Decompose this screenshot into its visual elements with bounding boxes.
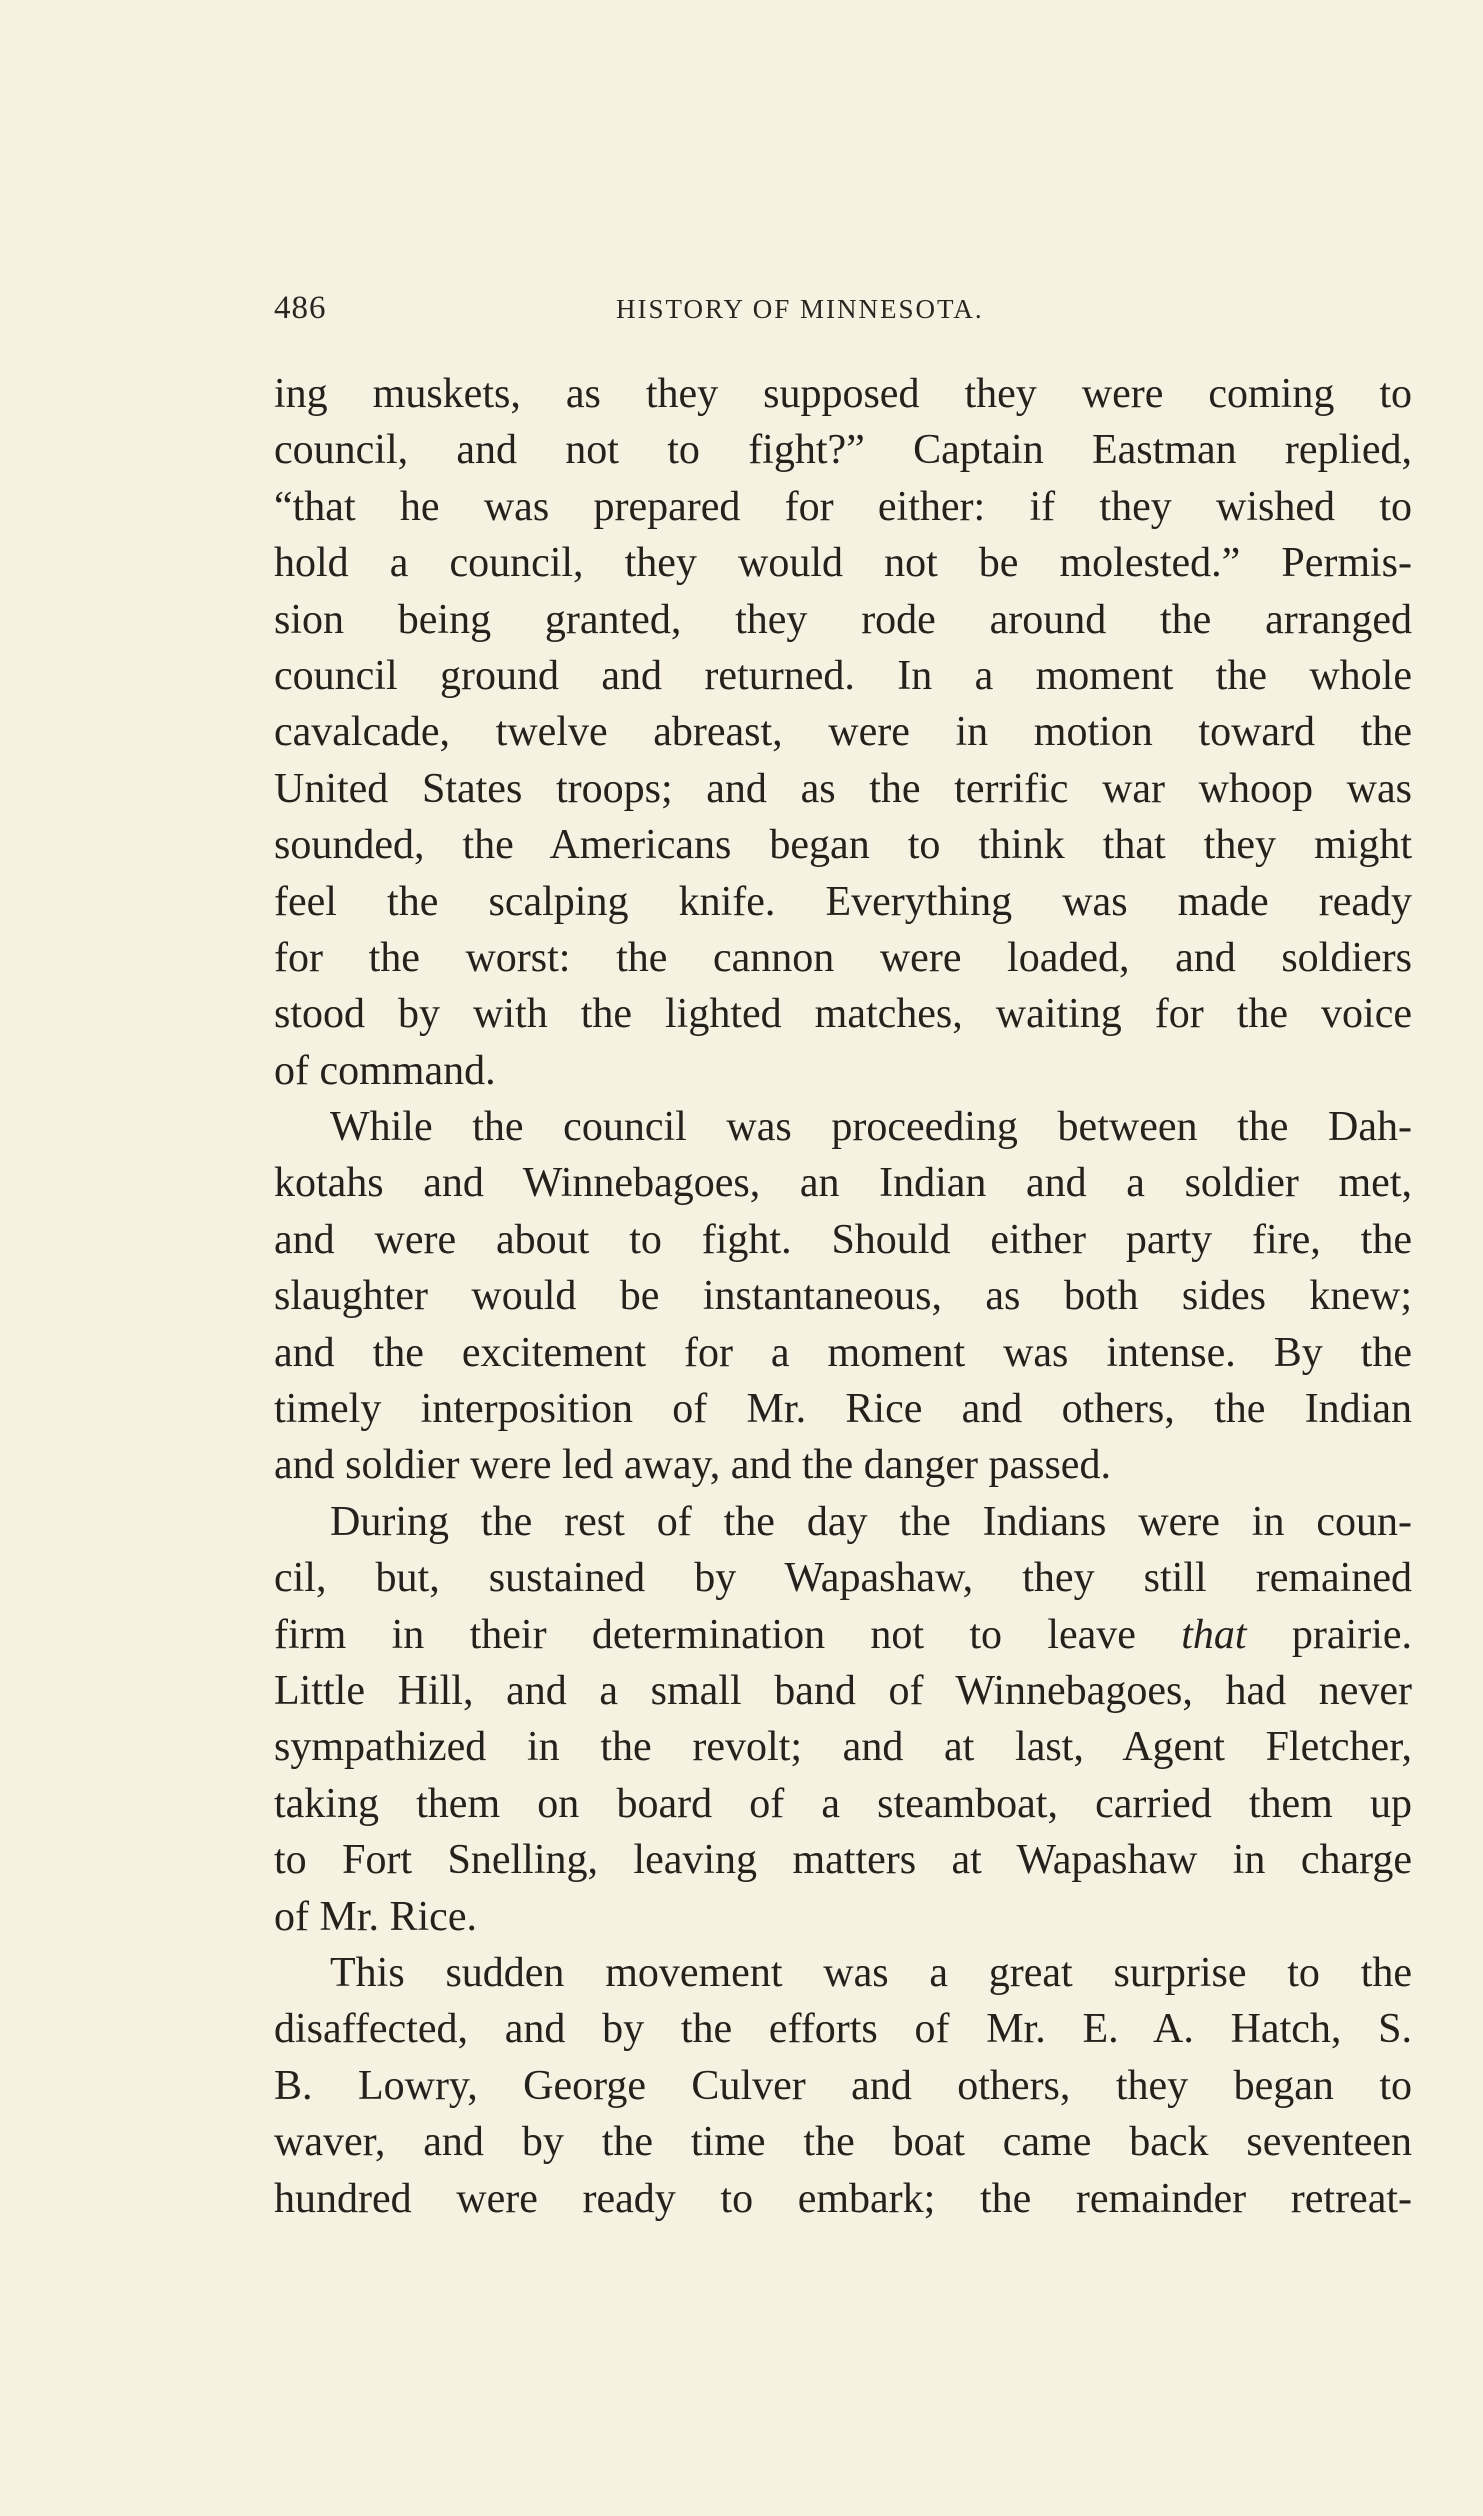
text-line: cavalcade, twelve abreast, were in motion toward the	[274, 709, 1412, 756]
text-line: taking them on board of a steamboat, carried them up	[274, 1780, 1412, 1827]
text-line: disaffected, and by the efforts of Mr. E. A. Hatch, S.	[274, 2006, 1412, 2053]
text-line: During the rest of the day the Indians were in coun-	[330, 1498, 1412, 1545]
text-line: cil, but, sustained by Wapashaw, they still remained	[274, 1555, 1412, 1602]
text-line: council, and not to fight?” Captain Eastman replied,	[274, 427, 1412, 474]
text-line: B. Lowry, George Culver and others, they began to	[274, 2062, 1412, 2109]
text-line: slaughter would be instantaneous, as both sides knew;	[274, 1273, 1412, 1320]
text-line: sion being granted, they rode around the arranged	[274, 596, 1412, 643]
page-number: 486	[274, 290, 327, 326]
text-line: feel the scalping knife. Everything was made ready	[274, 878, 1412, 925]
text-line: hundred were ready to embark; the remainder retreat-	[274, 2175, 1412, 2222]
text-line: to Fort Snelling, leaving matters at Wapashaw in charge	[274, 1837, 1412, 1884]
text-line: stood by with the lighted matches, waiting for the voice	[274, 991, 1412, 1038]
text-line: waver, and by the time the boat came back seventeen	[274, 2119, 1412, 2166]
paragraph	[274, 1099, 1412, 1494]
text-line: and were about to fight. Should either party fire, the	[274, 1216, 1412, 1263]
text-line: “that he was prepared for either: if they wished to	[274, 483, 1412, 530]
text-line: This sudden movement was a great surprise to the	[330, 1949, 1412, 1996]
paragraph	[274, 366, 1412, 1099]
paragraph	[274, 1494, 1412, 1945]
text-line: hold a council, they would not be molested.” Permis-	[274, 540, 1412, 587]
running-head: HISTORY OF MINNESOTA.	[616, 294, 984, 324]
text-fragment: firm in their determination not to leave	[274, 1611, 1182, 1658]
body-text	[274, 366, 1412, 2227]
text-line: of command.	[274, 1047, 496, 1094]
paragraph	[274, 1945, 1412, 2227]
text-fragment: prairie.	[1246, 1611, 1413, 1658]
text-line	[274, 1607, 1412, 1663]
text-line: sounded, the Americans began to think that they might	[274, 822, 1412, 869]
text-line: and the excitement for a moment was intense. By the	[274, 1329, 1412, 1376]
text-line: timely interposition of Mr. Rice and others, the Indian	[274, 1386, 1412, 1433]
text-line: While the council was proceeding between the Dah-	[330, 1104, 1412, 1151]
emphasized-word: that	[1181, 1611, 1247, 1658]
text-line: Little Hill, and a small band of Winnebagoes, had never	[274, 1667, 1412, 1714]
text-line: and soldier were led away, and the danger passed.	[274, 1442, 1111, 1489]
text-line: council ground and returned. In a moment the whole	[274, 652, 1412, 699]
text-line: United States troops; and as the terrific war whoop was	[274, 765, 1412, 812]
text-line: ing muskets, as they supposed they were coming to	[274, 371, 1412, 417]
text-line: kotahs and Winnebagoes, an Indian and a soldier met,	[274, 1160, 1412, 1207]
text-line: sympathized in the revolt; and at last, Agent Fletcher,	[274, 1724, 1412, 1771]
text-line: of Mr. Rice.	[274, 1893, 477, 1940]
text-line: for the worst: the cannon were loaded, and soldiers	[274, 934, 1412, 981]
page-header	[274, 290, 1056, 334]
